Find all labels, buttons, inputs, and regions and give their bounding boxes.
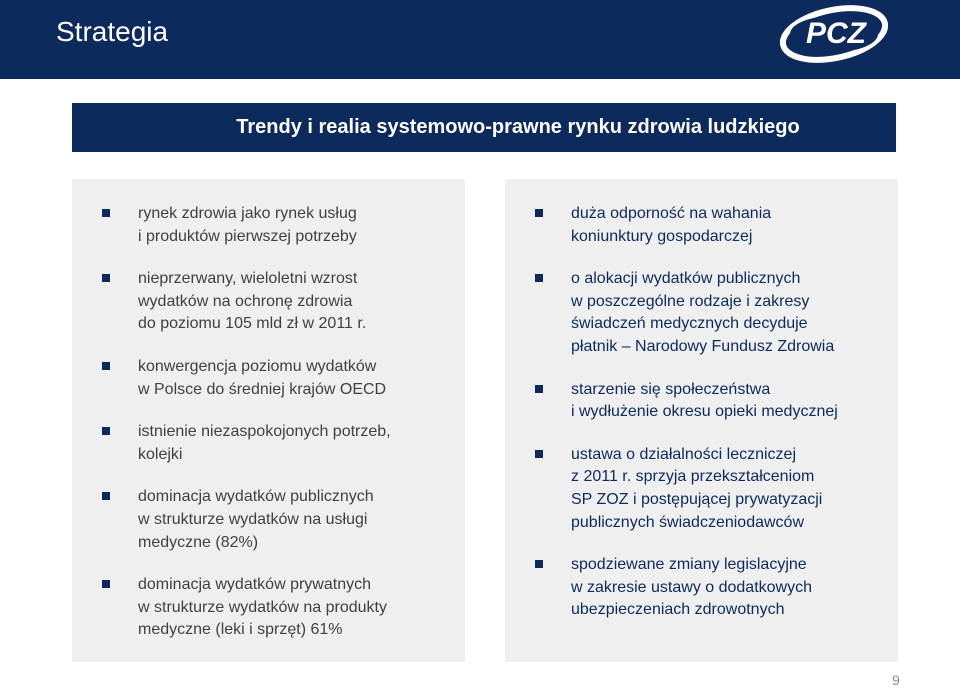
left-panel <box>72 179 465 662</box>
list-item: nieprzerwany, wieloletni wzrost wydatków na ochronę zdrowia do poziomu 105 mld zł w 2011 r. <box>102 268 445 336</box>
list-item: rynek zdrowia jako rynek usług i produktów pierwszej potrzeby <box>102 203 445 248</box>
square-bullet-icon <box>535 560 543 568</box>
list-item: ustawa o działalności leczniczej z 2011 r. sprzyja przekształceniom SP ZOZ i postępującej prywatyzacji publicznych świadczeniodawców <box>535 444 878 534</box>
square-bullet-icon <box>535 274 543 282</box>
square-bullet-icon <box>102 362 110 370</box>
square-bullet-icon <box>102 209 110 217</box>
square-bullet-icon <box>535 209 543 217</box>
logo-text: PCZ <box>806 17 866 50</box>
list-item: o alokacji wydatków publicznych w poszczególne rodzaje i zakresy świadczeń medycznych decyduje płatnik – Narodowy Fundusz Zdrowia <box>535 268 878 358</box>
square-bullet-icon <box>535 450 543 458</box>
list-item: dominacja wydatków prywatnych w strukturze wydatków na produkty medyczne (leki i sprzęt) 61% <box>102 574 445 642</box>
square-bullet-icon <box>102 274 110 282</box>
page-number: 9 <box>892 672 900 688</box>
left-bullet-list <box>102 203 445 642</box>
square-bullet-icon <box>102 492 110 500</box>
right-panel <box>505 179 898 662</box>
pcz-logo <box>778 3 890 63</box>
list-item: konwergencja poziomu wydatków w Polsce do średniej krajów OECD <box>102 356 445 401</box>
square-bullet-icon <box>102 427 110 435</box>
section-banner <box>72 103 896 152</box>
list-item: duża odporność na wahania koniunktury gospodarczej <box>535 203 878 248</box>
square-bullet-icon <box>535 385 543 393</box>
right-bullet-list <box>535 203 878 622</box>
list-item: spodziewane zmiany legislacyjne w zakresie ustawy o dodatkowych ubezpieczeniach zdrowotnych <box>535 554 878 622</box>
list-item: dominacja wydatków publicznych w strukturze wydatków na usługi medyczne (82%) <box>102 486 445 554</box>
square-bullet-icon <box>102 580 110 588</box>
list-item: istnienie niezaspokojonych potrzeb, kolejki <box>102 421 445 466</box>
banner-title: Trendy i realia systemowo-prawne rynku zdrowia ludzkiego <box>236 116 800 138</box>
page-title: Strategia <box>56 16 169 47</box>
list-item: starzenie się społeczeństwa i wydłużenie okresu opieki medycznej <box>535 379 878 424</box>
header-bar <box>0 0 960 79</box>
